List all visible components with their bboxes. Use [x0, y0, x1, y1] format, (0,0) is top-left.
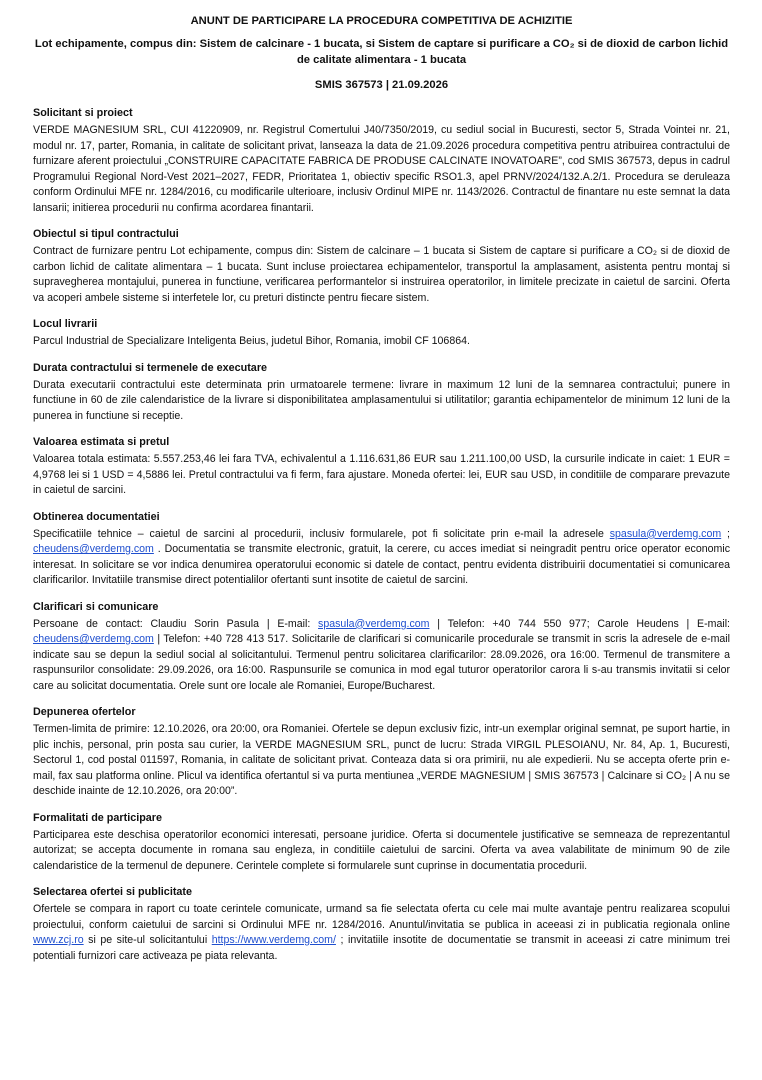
section-text: Contract de furnizare pentru Lot echipamente, compus din: Sistem de calcinare – 1 bucata si Sistem de captare si purificare a CO₂ si de dioxid de carbon lichid de calitate alimentara – 1 bucata. Sunt incluse proiectarea echipamentelor, transportul la amplasament, asistenta pentru montaj si supravegherea montajului, punerea in functiune, verificarea performantelor si instruirea operatorilor, in limitele precizate in caietul de sarcini. Oferta va acoperi ambele sisteme si interfetele lor, cu preturi distincte pentru fiecare sistem. — [33, 245, 730, 304]
section-selectare — [33, 885, 730, 964]
section-heading: Clarificari si comunicare — [33, 600, 159, 613]
section-text: Parcul Industrial de Specializare Inteligenta Beius, judetul Bihor, Romania, imobil CF 106864. — [33, 335, 470, 347]
section-heading: Locul livrarii — [33, 318, 98, 330]
text-fragment: si pe site-ul solicitantului — [83, 934, 212, 946]
section-formalitati — [33, 811, 730, 875]
section-text: Valoarea totala estimata: 5.557.253,46 lei fara TVA, echivalentul a 1.116.631,86 EUR sau 1.211.100,00 USD, la cursurile indicate in caiet: 1 EUR = 4,9768 lei si 1 USD = 4,5886 lei. Pretul contractului va fi ferm, fara ajustare. Moneda ofertei: lei, EUR sau USD, in conditiile de comparare prevazute in caietul de sarcini. — [33, 453, 730, 496]
text-fragment: | Telefon: +40 744 550 977; Carole Heudens | E-mail: — [429, 617, 730, 630]
document-title: ANUNT DE PARTICIPARE LA PROCEDURA COMPETITIVA DE ACHIZITIE — [190, 15, 573, 27]
section-documentatie — [33, 510, 730, 589]
section-durata — [33, 361, 730, 425]
section-heading: Obiectul si tipul contractului — [33, 228, 179, 240]
section-heading: Formalitati de participare — [33, 811, 162, 824]
section-text — [33, 527, 730, 589]
document-reference: SMIS 367573 | 21.09.2026 — [314, 79, 449, 91]
section-solicitant — [33, 106, 730, 216]
section-heading: Selectarea ofertei si publicitate — [33, 886, 193, 898]
link-zcj[interactable]: www.zcj.ro — [33, 934, 84, 946]
text-fragment: . Documentatia se transmite electronic, gratuit, la cerere, cu acces imediat si neingradit pentru orice operator economic interesat. In solicitare se vor indica denumirea operatorului economic si datele de contact, pentru evidenta distribuirii documentatiei si comunicarea clarificarilor. Invitatiile transmise direct potentialilor ofertanti sunt insotite de caietul de sarcini. — [33, 543, 730, 586]
section-obiect — [33, 227, 730, 306]
email-link-spasula[interactable]: spasula@verdemg.com — [318, 617, 430, 630]
email-link-cheudens[interactable]: cheudens@verdemg.com — [33, 633, 154, 645]
link-verdemg-site[interactable]: https://www.verdemg.com/ — [211, 934, 336, 946]
section-heading: Solicitant si proiect — [33, 107, 133, 119]
text-fragment: ; — [721, 527, 730, 540]
section-text: VERDE MAGNESIUM SRL, CUI 41220909, nr. Registrul Comertului J40/7350/2019, cu sediul social in Bucuresti, sector 5, Strada Vointei nr. 21, modul nr. 17, parter, Romania, in calitate de solicitant privat, lanseaza la data de 21.09.2026 procedura competitiva pentru atribuirea contractului de furnizare aferent proiectului „CONSTRUIRE CAPACITATE FABRICA DE PRODUSE CALCINATE INOVATOARE”, cod SMIS 367573, depus in cadrul Programului Regional Nord-Vest 2021–2027, FEDR, Prioritatea 1, obiectiv specific RSO1.3, apel PRNV/2024/132.A.2/1. Procedura se deruleaza conform Ordinului MFE nr. 1284/2016, cu modificarile ulterioare, inclusiv Ordinul MIPE nr. 1143/2026. Contractul de finantare nu este semnat la data lansarii; initierea procedurii nu confirma acordarea finantarii. — [33, 124, 730, 214]
section-text: Participarea este deschisa operatorilor economici interesati, persoane juridice. Oferta si documentele justificative se semneaza de reprezentantul autorizat; se accepta documente in romana sau engleza, in conditiile caietului de sarcini. Oferta va avea valabilitate de minimum 90 de zile calendaristice de la termenul de depunere. Cerintele complete si formularele sunt cuprinse in documentatia procedurii. — [33, 828, 730, 872]
section-text: Termen-limita de primire: 12.10.2026, ora 20:00, ora Romaniei. Ofertele se depun exclusiv fizic, intr-un exemplar original semnat, pe suport hartie, in plic inchis, personal, prin posta sau curier, la VERDE MAGNESIUM SRL, punct de lucru: Strada VIRGIL PLESOIANU, Nr. 84, Ap. 1, Bucuresti, Sectorul 1, cod postal 011597, Romania, in calitate de solicitant privat. Conteaza data si ora primirii, nu ale expedierii. Nu se accepta oferte prin e-mail, fax sau platforma online. Plicul va identifica ofertantul si va purta mentiunea „VERDE MAGNESIUM | SMIS 367573 | Calcinare si CO₂ | A nu se deschide inainte de 12.10.2026, ora 20:00”. — [33, 723, 730, 797]
section-heading: Depunerea ofertelor — [33, 706, 136, 718]
section-heading: Obtinerea documentatiei — [33, 510, 160, 523]
section-valoare — [33, 435, 730, 499]
section-heading: Durata contractului si termenele de executare — [33, 361, 268, 374]
section-heading: Valoarea estimata si pretul — [33, 436, 170, 448]
title-block — [33, 14, 730, 92]
text-fragment: Ofertele se compara in raport cu toate cerintele comunicate, urmand sa fie selectata oferta cu cele mai multe avantaje pentru realizarea scopului proiectului, conform caietului de sarcini si Ordinului MFE nr. 1284/2016. Anuntul/invitatia se publica in aceeasi zi in publicatia regionala online — [33, 903, 730, 931]
email-link-cheudens[interactable]: cheudens@verdemg.com — [33, 543, 154, 555]
text-fragment: Persoane de contact: Claudiu Sorin Pasula | E-mail: — [33, 617, 319, 630]
section-depunere — [33, 705, 730, 800]
text-fragment: Specificatiile tehnice – caietul de sarcini al procedurii, inclusiv formularele, pot fi solicitate prin e-mail la adresele — [33, 527, 610, 540]
section-clarificari — [33, 600, 730, 695]
document-subtitle: Lot echipamente, compus din: Sistem de calcinare - 1 bucata, si Sistem de captare si purificare a CO₂ si de dioxid de carbon lichid de calitate alimentara - 1 bucata — [34, 38, 729, 66]
section-locul-livrarii — [33, 317, 730, 350]
section-text — [33, 902, 730, 964]
section-text — [33, 617, 730, 695]
email-link-spasula[interactable]: spasula@verdemg.com — [609, 527, 722, 540]
section-text: Durata executarii contractului este determinata prin urmatoarele termene: livrare in maximum 12 luni de la semnarea contractului; punere in functiune in 60 de zile calendaristice de la livrare si disponibilitatea amplasamentului si utilitatilor; garantia echipamentelor de minimum 12 luni de la punerea in functiune si receptie. — [33, 378, 730, 422]
text-fragment: | Telefon: +40 728 413 517. Solicitarile de clarificari si comunicarile procedurale se transmit in scris la adresele de e-mail indicate sau se depun la sediul social al solicitantului. Termenul pentru solicitarea clarificarilor: 28.09.2026, ora 16:00. Termenul de transmitere a raspunsurilor consolidate: 29.09.2026, ora 16:00. Raspunsurile se comunica in mod egal tuturor operatorilor carora li s-au transmis invitatii si celor care au solicitat documentatia. Orele sunt ore locale ale Romaniei, Europe/Bucharest. — [33, 633, 730, 692]
text-fragment: ; invitatiile insotite de documentatie se transmit in aceeasi zi catre minimum trei potentiali furnizori care activeaza pe piata relevanta. — [33, 934, 730, 962]
